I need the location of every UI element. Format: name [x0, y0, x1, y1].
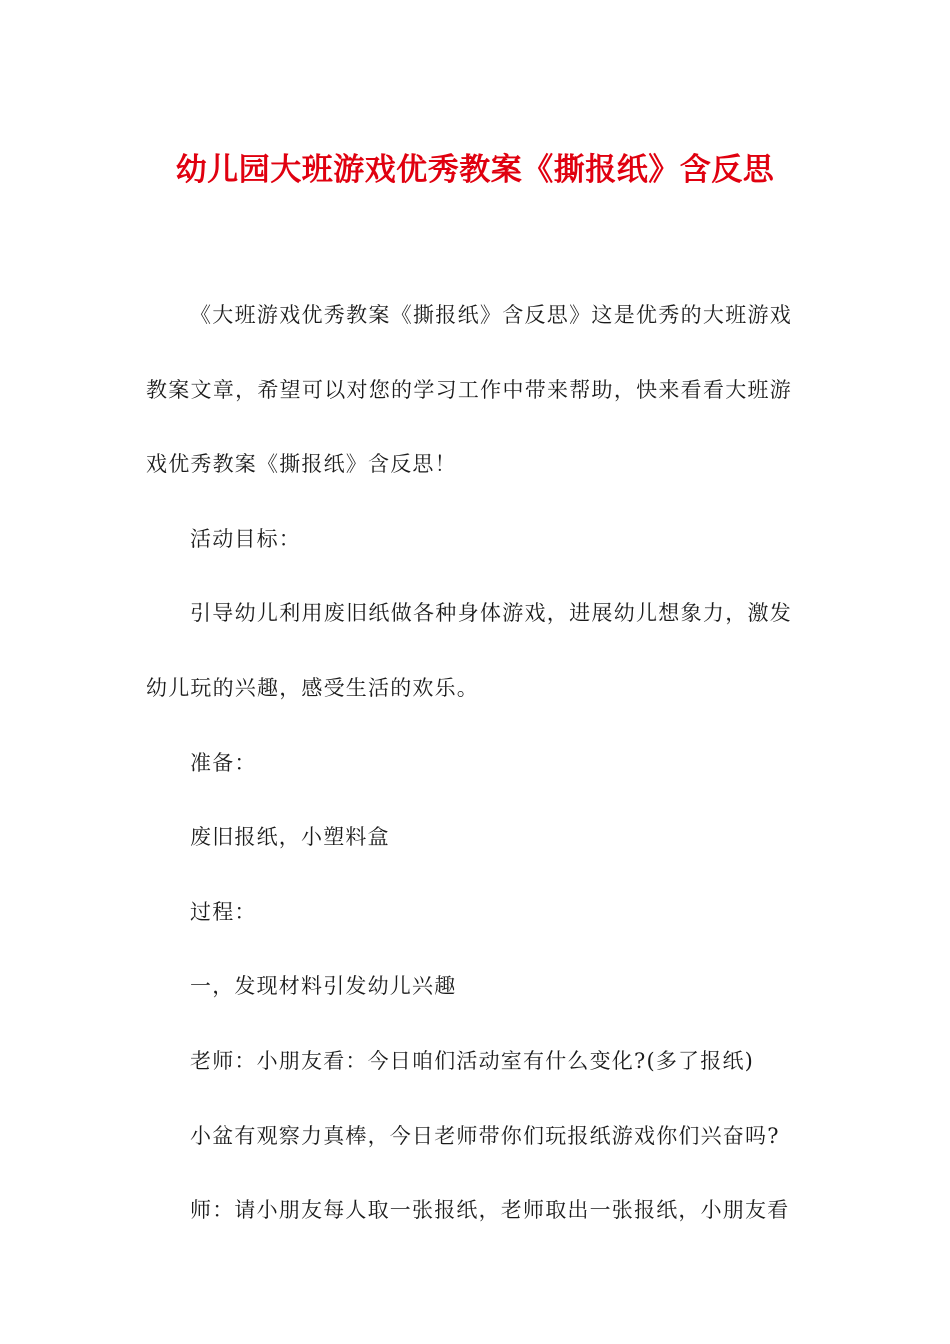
document-body [146, 278, 792, 1248]
document-title: 幼儿园大班游戏优秀教案《撕报纸》含反思 [175, 152, 775, 188]
paragraph-step-one: 一，发现材料引发幼儿兴趣 [190, 974, 457, 999]
paragraph-goals: 引导幼儿利用废旧纸做各种身体游戏，进展幼儿想象力，激发幼儿玩的兴趣，感受生活的欢乐。 [146, 601, 792, 700]
paragraph-process-heading: 过程： [190, 899, 257, 924]
paragraph-prep: 废旧报纸，小塑料盒 [190, 825, 390, 850]
paragraph-praise: 小盆有观察力真棒，今日老师带你们玩报纸游戏你们兴奋吗? [190, 1123, 780, 1148]
paragraph-instruction: 师：请小朋友每人取一张报纸，老师取出一张报纸，小朋友看 [190, 1198, 790, 1223]
paragraph-intro: 《大班游戏优秀教案《撕报纸》含反思》这是优秀的大班游戏教案文章，希望可以对您的学习工作中带来帮助，快来看看大班游戏优秀教案《撕报纸》含反思！ [146, 303, 792, 477]
paragraph-goals-heading: 活动目标： [190, 526, 301, 551]
paragraph-prep-heading: 准备： [190, 750, 257, 775]
paragraph-teacher-question: 老师：小朋友看：今日咱们活动室有什么变化?(多了报纸) [190, 1048, 755, 1073]
